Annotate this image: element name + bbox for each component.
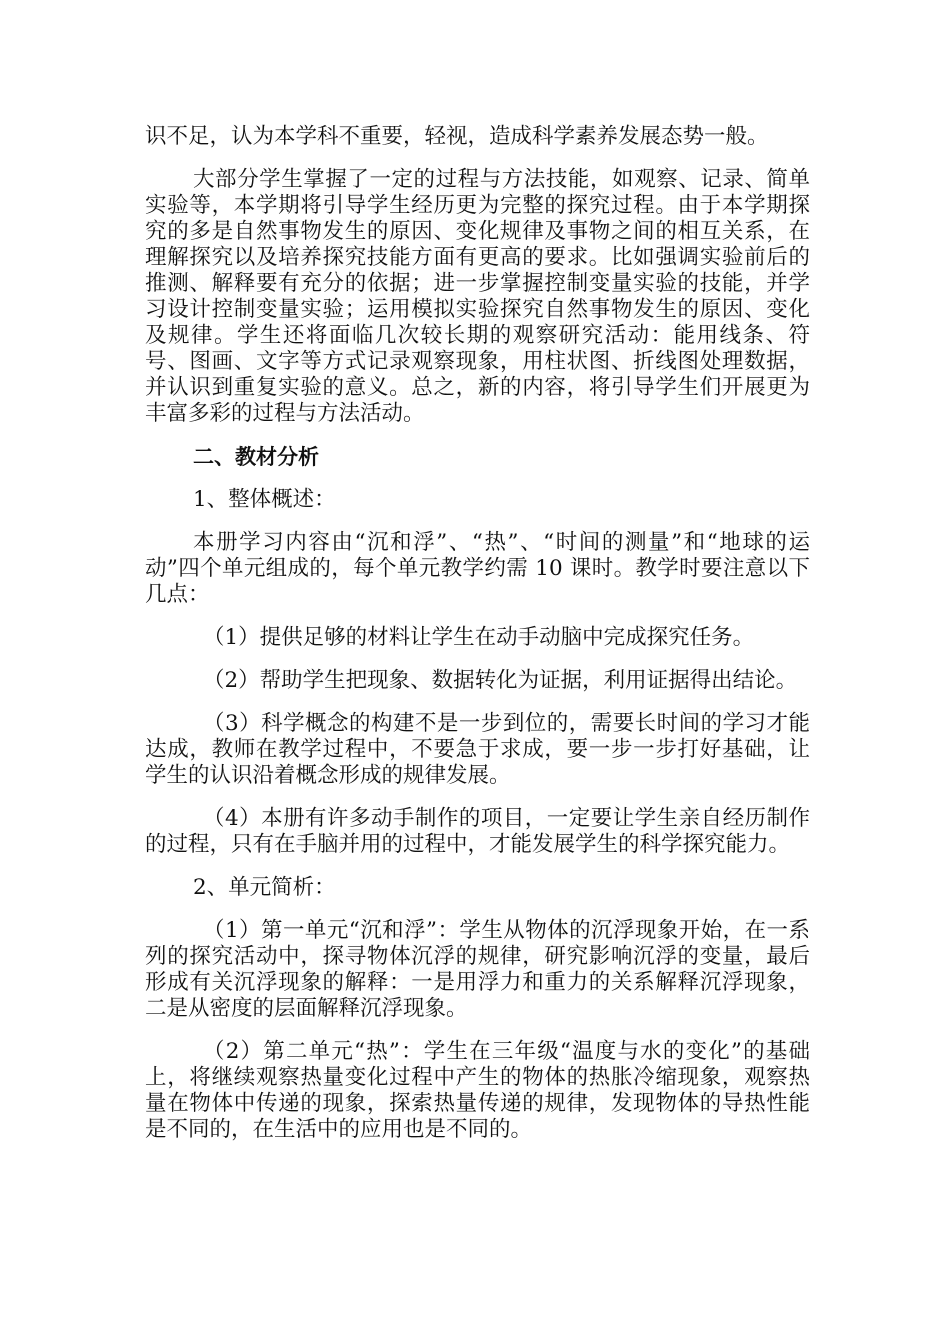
subsection-title-units: 2、单元简析： <box>193 875 336 900</box>
paragraph-methods: 大部分学生掌握了一定的过程与方法技能，如观察、记录、简单实验等，本学期将引导学生经历更为完整的探究过程。由于本学期探究的多是自然事物发生的原因、变化规律及事物之间的相互关系，在理解探究以及培养探究技能方面有更高的要求。比如强调实验前后的推测、解释要有充分的依据；进一步掌握控制变量实验的技能，并学习设计控制变量实验；运用模拟实验探究自然事物发生的原因、变化及规律。学生还将面临几次较长期的观察研究活动：能用线条、符号、图画、文字等方式记录观察现象，用柱状图、折线图处理数据，并认识到重复实验的意义。总之，新的内容，将引导学生们开展更为丰富多彩的过程与方法活动。 <box>145 167 810 426</box>
list-item-point-3: （3）科学概念的构建不是一步到位的，需要长时间的学习才能达成，教师在教学过程中，不要急于求成，要一步一步打好基础，让学生的认识沿着概念形成的规律发展。 <box>145 711 810 788</box>
paragraph-unit-1: （1）第一单元“沉和浮”：学生从物体的沉浮现象开始，在一系列的探究活动中，探寻物体沉浮的规律，研究影响沉浮的变量，最后形成有关沉浮现象的解释：一是用浮力和重力的关系解释沉浮现象，二是从密度的层面解释沉浮现象。 <box>145 918 810 1021</box>
list-item-point-2: （2）帮助学生把现象、数据转化为证据，利用证据得出结论。 <box>203 668 798 693</box>
list-item-point-4: （4）本册有许多动手制作的项目，一定要让学生亲自经历制作的过程，只有在手脑并用的过程中，才能发展学生的科学探究能力。 <box>145 806 810 857</box>
paragraph-unit-2: （2）第二单元“热”：学生在三年级“温度与水的变化”的基础上，将继续观察热量变化过程中产生的物体的热胀冷缩现象，观察热量在物体中传递的现象，探索热量传递的规律，发现物体的导热性能是不同的，在生活中的应用也是不同的。 <box>145 1039 810 1142</box>
paragraph-overview: 本册学习内容由“沉和浮”、“热”、“时间的测量”和“地球的运动”四个单元组成的，每个单元教学约需 10 课时。教学时要注意以下几点： <box>145 530 810 607</box>
document-body <box>145 124 810 1160</box>
paragraph-continuation: 识不足，认为本学科不重要，轻视，造成科学素养发展态势一般。 <box>145 124 769 149</box>
subsection-title-overview: 1、整体概述： <box>193 487 336 512</box>
section-heading: 二、教材分析 <box>193 445 319 469</box>
list-item-point-1: （1）提供足够的材料让学生在动手动脑中完成探究任务。 <box>203 625 755 650</box>
